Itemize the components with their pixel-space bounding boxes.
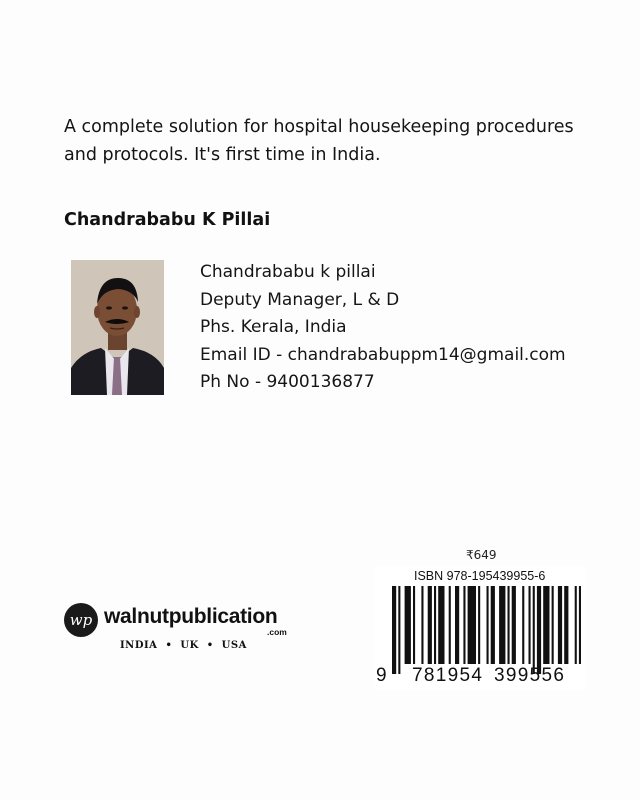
barcode-bar	[398, 586, 400, 674]
author-portrait-illustration	[71, 260, 164, 395]
barcode-bar	[434, 586, 436, 664]
isbn-label: ISBN 978-195439955-6	[414, 569, 546, 583]
barcode-bar	[413, 586, 415, 664]
barcode-bar	[463, 586, 465, 664]
author-photo	[71, 260, 164, 395]
publisher-monogram-icon	[64, 603, 98, 637]
barcode-bar	[421, 586, 423, 664]
publisher-monogram: wp	[69, 611, 93, 629]
barcode-digits-group-1: 781954	[412, 665, 484, 686]
barcode-bar	[478, 586, 480, 664]
region-usa: USA	[221, 640, 247, 651]
author-detail-position: Deputy Manager, L & D	[200, 289, 400, 310]
region-india: INDIA	[120, 640, 158, 651]
author-heading: Chandrababu K Pillai	[64, 210, 271, 230]
barcode-bar	[468, 586, 476, 664]
barcode-bar	[552, 586, 554, 664]
barcode-bar	[438, 586, 444, 664]
barcode-bar	[575, 586, 577, 664]
author-contact-details	[200, 259, 566, 397]
author-detail-email: Email ID - chandrababuppm14@gmail.com	[200, 344, 566, 365]
author-detail-phone: Ph No - 9400136877	[200, 372, 375, 392]
barcode-bar	[455, 586, 459, 664]
barcode-bar	[428, 586, 432, 664]
author-detail-name: Chandrababu k pillai	[200, 262, 376, 282]
barcode-bar	[512, 586, 516, 664]
isbn-barcode	[374, 566, 586, 690]
barcode-bar	[392, 586, 396, 674]
barcode-bar	[449, 586, 451, 664]
barcode-bar	[499, 586, 505, 664]
blurb-line-1: A complete solution for hospital housekeeping procedures	[64, 117, 574, 137]
publisher-logo	[64, 600, 304, 660]
blurb-line-2: and protocols. It's first time in India.	[64, 145, 381, 165]
publisher-domain: .com	[267, 627, 287, 637]
barcode-bar	[558, 586, 562, 664]
barcode-bar	[508, 586, 510, 664]
barcode-bar	[405, 586, 411, 664]
barcode-bar	[537, 586, 541, 674]
barcode-bar	[543, 586, 549, 664]
region-uk: UK	[180, 640, 199, 651]
barcode-digits-group-2: 399556	[494, 665, 566, 686]
book-blurb	[64, 113, 604, 169]
price-label: ₹649	[466, 548, 497, 562]
barcode-bar	[529, 586, 531, 664]
barcode-bar	[533, 586, 535, 674]
publisher-name: walnutpublication	[104, 605, 278, 628]
barcode-bar	[579, 586, 581, 664]
barcode-bar	[564, 586, 568, 664]
author-detail-location: Phs. Kerala, India	[200, 317, 347, 337]
publisher-regions: INDIA • UK • USA	[120, 640, 247, 651]
barcode-bar	[487, 586, 489, 664]
barcode-bar	[522, 586, 524, 664]
barcode-digit-first: 9	[376, 665, 388, 686]
barcode-bar	[491, 586, 495, 664]
